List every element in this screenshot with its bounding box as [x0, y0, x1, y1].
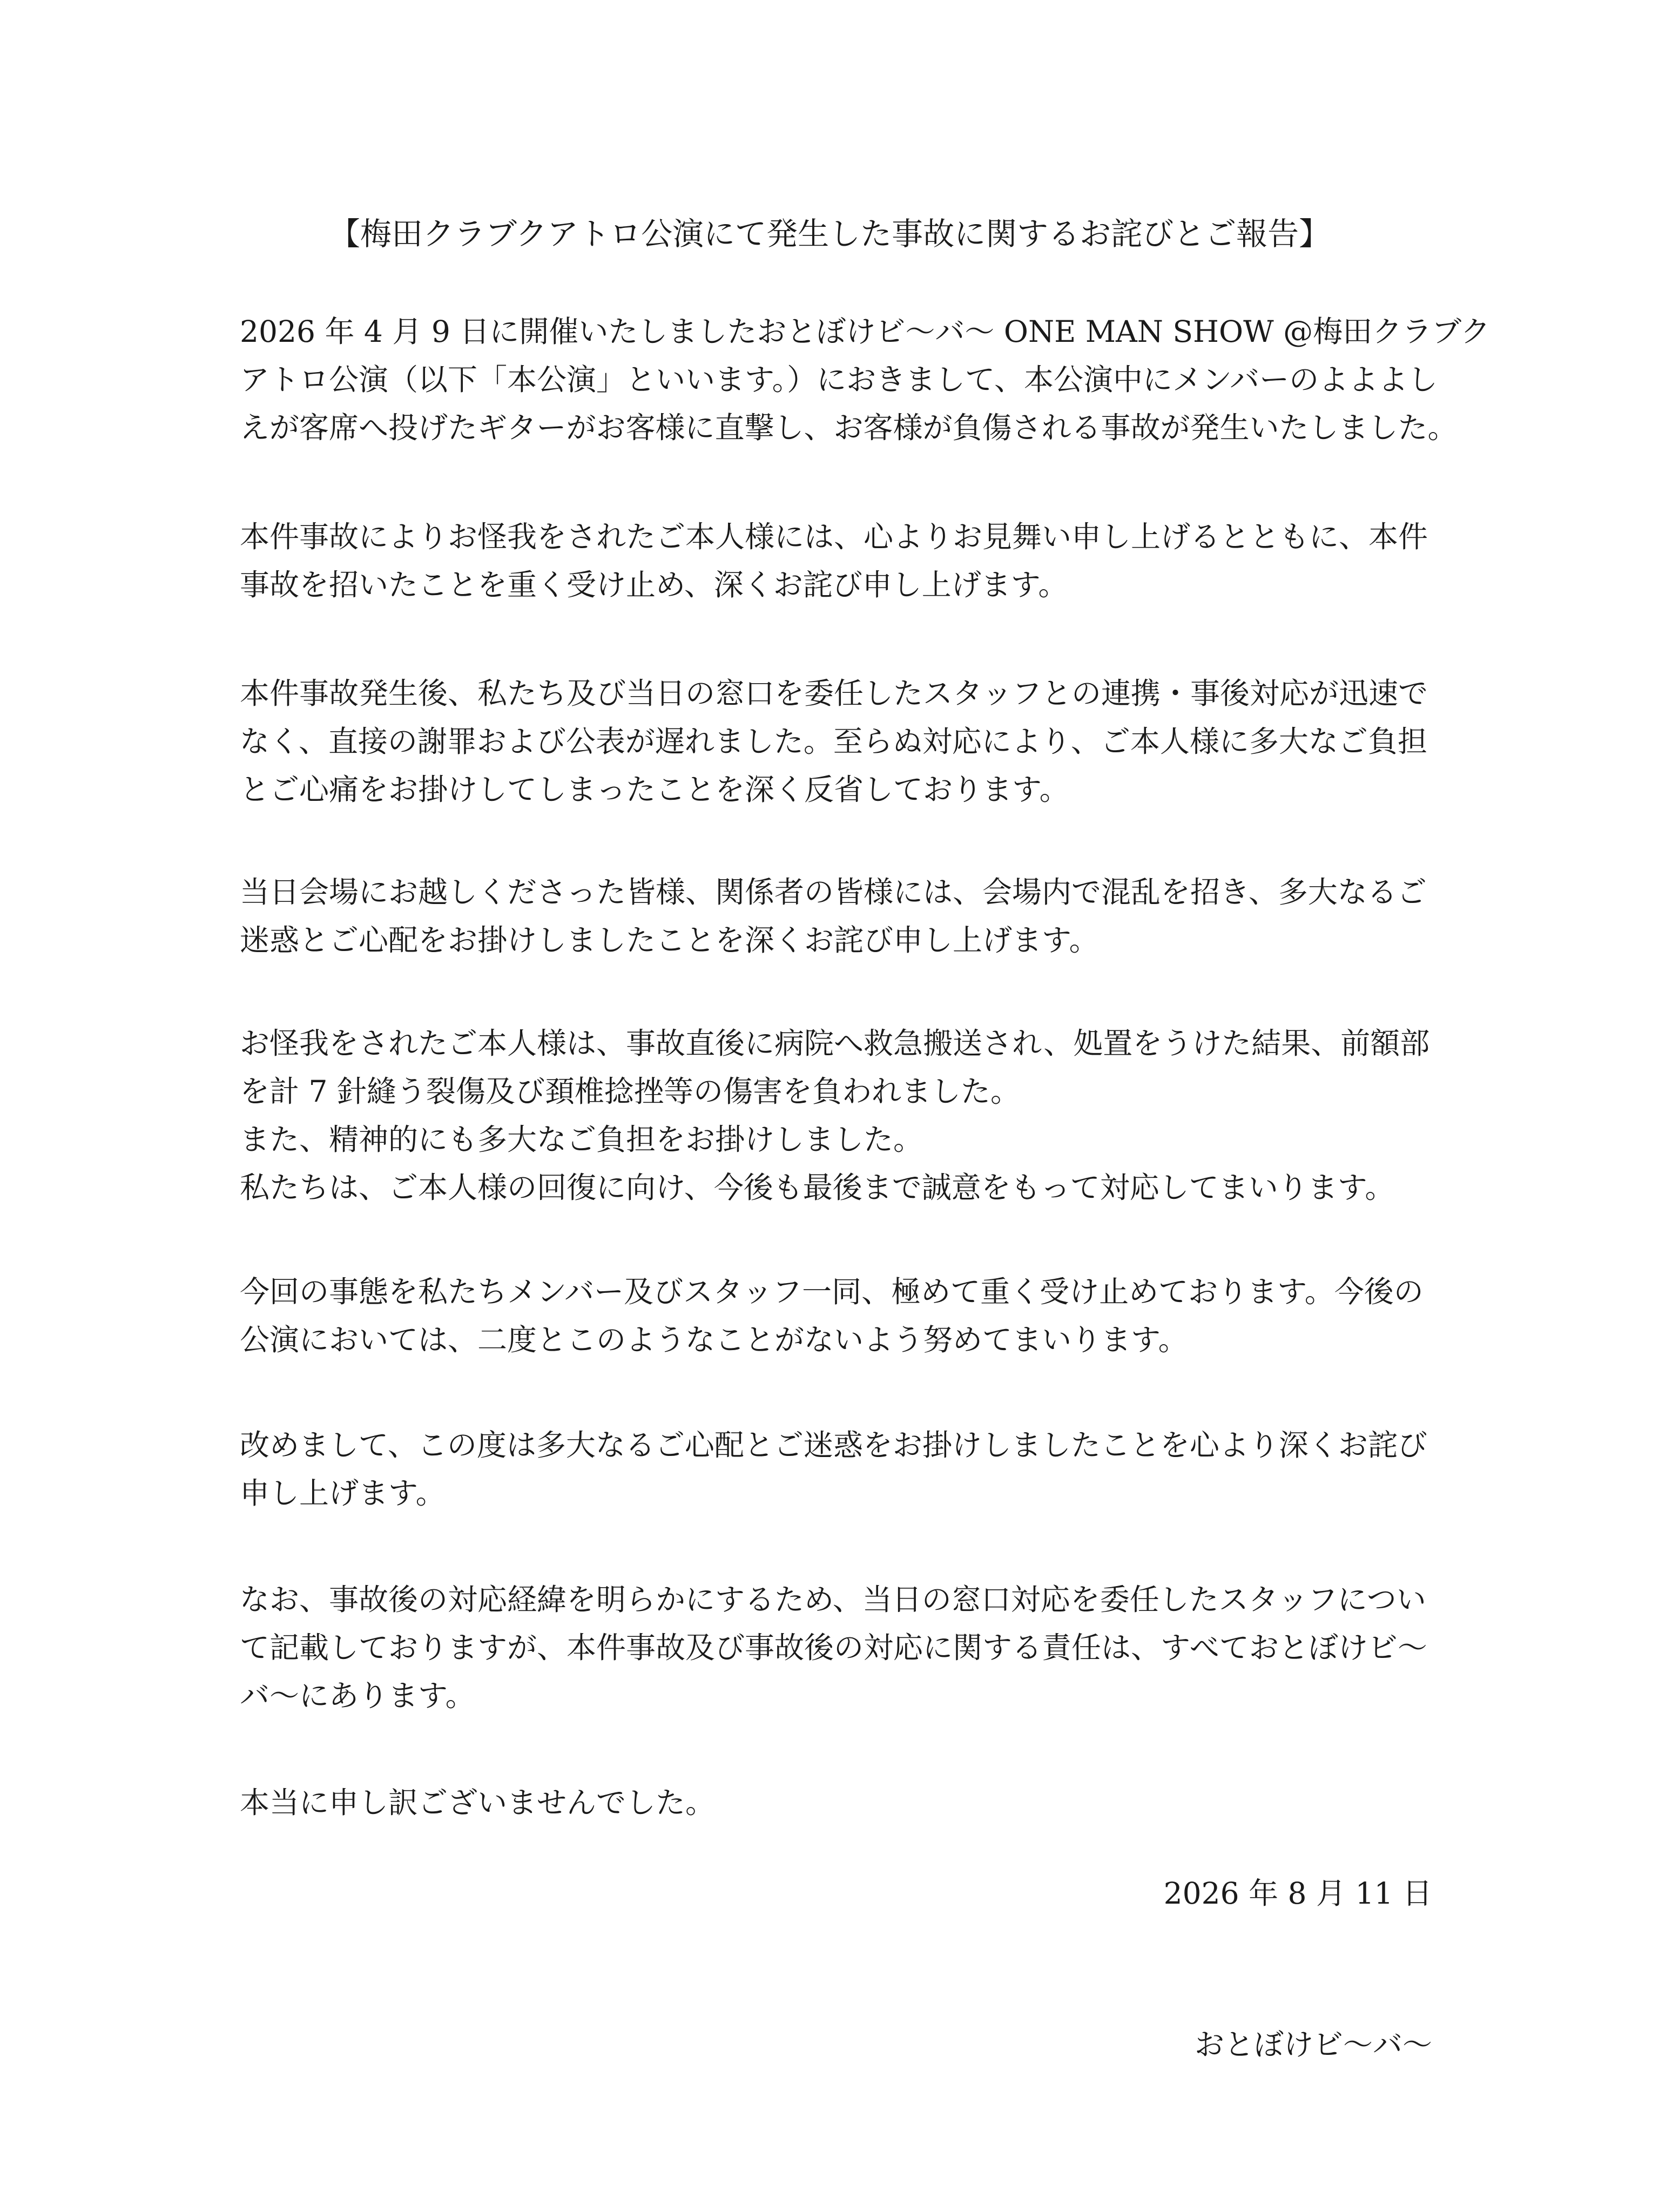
paragraph-line: 改めまして、この度は多大なるご心配とご迷惑をお掛けしましたことを心より深くお詫び	[240, 1428, 1427, 1462]
paragraph-line: て記載しておりますが、本件事故及び事故後の対応に関する責任は、すべておとぼけビ〜	[240, 1630, 1427, 1665]
statement-date: 2026 年 8 月 11 日	[1163, 1876, 1432, 1911]
paragraph-response-delay	[240, 670, 1439, 814]
paragraph-line: 今回の事態を私たちメンバー及びスタッフ一同、極めて重く受け止めております。今後の	[240, 1274, 1424, 1309]
paragraph-line: 迷惑とご心配をお掛けしましたことを深くお詫び申し上げます。	[240, 923, 1099, 957]
paragraph-line: また、精神的にも多大なご負担をお掛けしました。	[240, 1122, 923, 1157]
statement-signature: おとぼけビ〜バ〜	[1194, 2027, 1432, 2062]
paragraph-line: 本件事故によりお怪我をされたご本人様には、心よりお見舞い申し上げるとともに、本件	[240, 520, 1428, 554]
paragraph-line: えが客席へ投げたギターがお客様に直撃し、お客様が負傷される事故が発生いたしました。	[240, 410, 1458, 445]
paragraph-line: 当日会場にお越しくださった皆様、関係者の皆様には、会場内で混乱を招き、多大なるご	[240, 875, 1427, 909]
paragraph-line: なお、事故後の対応経緯を明らかにするため、当日の窓口対応を委任したスタッフについ	[240, 1582, 1426, 1617]
paragraph-injury-details	[240, 1020, 1439, 1212]
paragraph-line: 私たちは、ご本人様の回復に向け、今後も最後まで誠意をもって対応してまいります。	[240, 1170, 1395, 1205]
paragraph-line: 事故を招いたことを重く受け止め、深くお詫び申し上げます。	[240, 568, 1068, 602]
paragraph-line: を計 7 針縫う裂傷及び頚椎捻挫等の傷害を負われました。	[240, 1074, 1020, 1109]
paragraph-incident-report	[240, 308, 1491, 452]
paragraph-line: アトロ公演（以下「本公演」といいます。）におきまして、本公演中にメンバーのよよよし	[240, 362, 1438, 397]
paragraph-line: バ〜にあります。	[240, 1678, 475, 1713]
paragraph-prevention	[240, 1268, 1439, 1364]
paragraph-line: 2026 年 4 月 9 日に開催いたしましたおとぼけビ〜バ〜 ONE MAN SHOW @梅田クラブク	[240, 314, 1491, 349]
paragraph-line: なく、直接の謝罪および公表が遅れました。至らぬ対応により、ご本人様に多大なご負担	[240, 724, 1427, 759]
paragraph-line: お怪我をされたご本人様は、事故直後に病院へ救急搬送され、処置をうけた結果、前額部	[240, 1026, 1430, 1061]
paragraph-responsibility	[240, 1576, 1439, 1720]
paragraph-apology-to-attendees	[240, 868, 1439, 965]
paragraph-line: 公演においては、二度とこのようなことがないよう努めてまいります。	[240, 1323, 1188, 1357]
paragraph-apology-to-victim	[240, 513, 1439, 609]
paragraph-closing-apology	[240, 1779, 1439, 1827]
paragraph-line: とご心痛をお掛けしてしまったことを深く反省しております。	[240, 772, 1069, 807]
statement-title: 【梅田クラブクアトロ公演にて発生した事故に関するお詫びとご報告】	[328, 215, 1331, 252]
paragraph-line: 申し上げます。	[240, 1476, 446, 1510]
paragraph-line: 本件事故発生後、私たち及び当日の窓口を委任したスタッフとの連携・事後対応が迅速で	[240, 676, 1428, 711]
paragraph-renewed-apology	[240, 1421, 1439, 1518]
paragraph-line: 本当に申し訳ございませんでした。	[240, 1785, 716, 1820]
